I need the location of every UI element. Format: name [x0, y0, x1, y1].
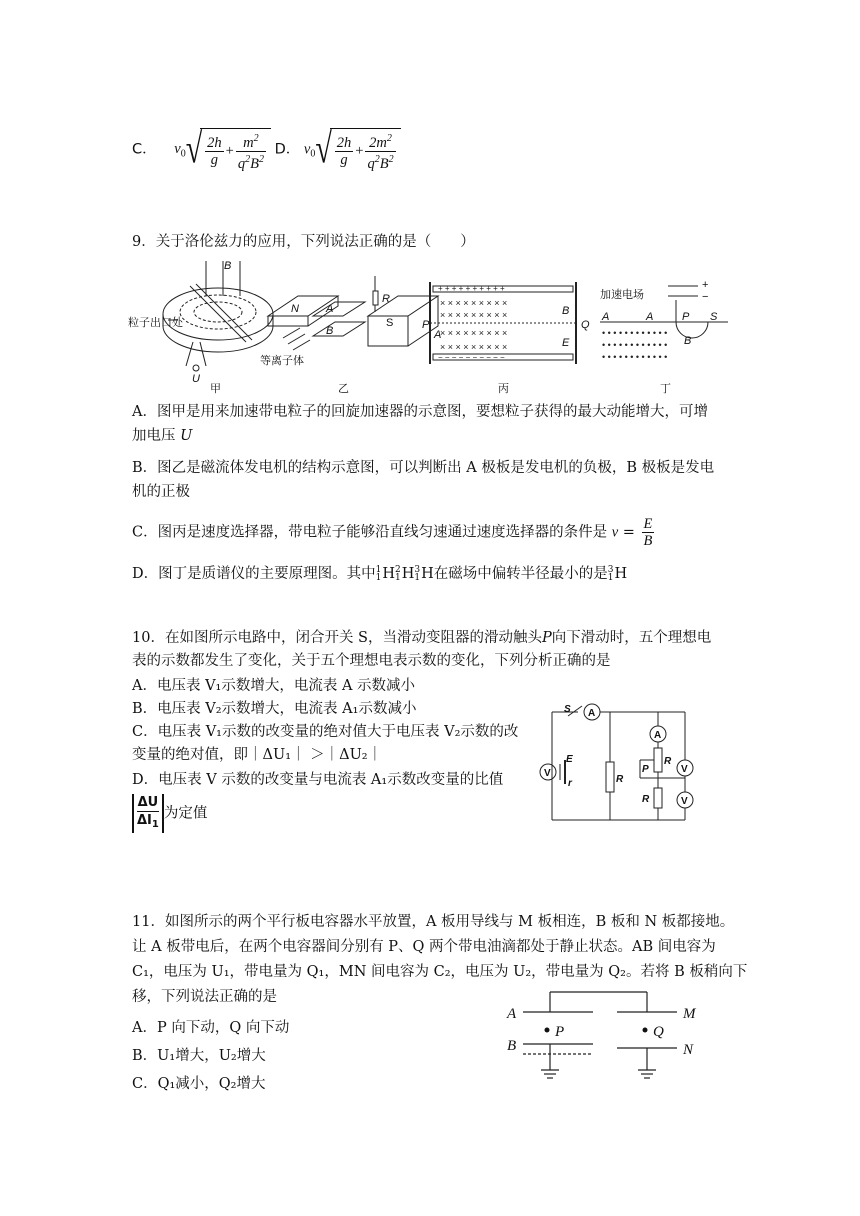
q9-stem: 9．关于洛伦兹力的应用，下列说法正确的是（ ） [132, 234, 475, 250]
svg-text:× × × × × × × × ×: × × × × × × × × × [440, 298, 508, 308]
svg-text:S: S [564, 704, 571, 715]
q10-option-d-line1: D．电压表 V 示数的改变量与电流表 A₁示数改变量的比值 [132, 772, 504, 788]
svg-text:B: B [507, 1038, 517, 1054]
delta-u-over-delta-i1: $\frac{\Delta U}{\Delta I_1}$ [132, 794, 164, 833]
svg-text:E: E [562, 337, 570, 349]
cyclotron-diagram [163, 261, 273, 371]
q10-circuit-diagram [530, 700, 708, 830]
svg-text:R: R [616, 774, 624, 785]
q10-stem-line1: 10．在如图所示电路中，闭合开关 S，当滑动变阻器的滑动触头P向下滑动时，五个理想电 [132, 630, 712, 646]
svg-text:A: A [654, 730, 662, 741]
svg-text:R: R [664, 756, 672, 767]
svg-text:− − − − − − − − − −: − − − − − − − − − − [438, 353, 505, 362]
svg-text:× × × × × × × × ×: × × × × × × × × × [440, 310, 508, 320]
q11-option-b: B．U₁增大，U₂增大 [132, 1048, 266, 1064]
svg-text:B: B [684, 335, 692, 347]
q10-option-c-line2: 变量的绝对值，即｜ΔU₁｜ ＞｜ΔU₂｜ [132, 747, 383, 763]
svg-text:加速电场: 加速电场 [600, 289, 644, 301]
q11-option-a: A．P 向下动，Q 向下动 [132, 1020, 290, 1036]
svg-text:× × × × × × × × ×: × × × × × × × × × [440, 342, 508, 352]
svg-text:S: S [710, 311, 718, 323]
svg-text:R: R [642, 794, 650, 805]
svg-text:A: A [326, 303, 334, 315]
svg-text:+ + + + + + + + + +: + + + + + + + + + + [438, 284, 505, 293]
svg-text:P: P [422, 319, 430, 331]
svg-text:B: B [562, 305, 570, 317]
svg-text:A: A [588, 708, 596, 719]
svg-text:P: P [682, 311, 690, 323]
svg-text:Q: Q [653, 1024, 664, 1040]
svg-text:× × × × × × × × ×: × × × × × × × × × [440, 328, 508, 338]
q8-option-c: C． $v_0√$ $\frac{2h}{g}$ + $\frac{m^2}{q^2B^2}$ D． $v_0√$ $\frac{2h}{g}$ + $\frac{2m^2}{q^2B^2}$ [132, 128, 401, 172]
svg-text:P: P [642, 764, 649, 775]
svg-text:丁: 丁 [660, 383, 671, 395]
svg-text:Q: Q [581, 319, 590, 331]
velocity-selector-x-marks [438, 284, 507, 362]
mass-spec-dots [602, 328, 667, 362]
svg-text:粒子出口处: 粒子出口处 [128, 317, 183, 329]
svg-text:R: R [382, 293, 390, 305]
svg-text:r: r [568, 778, 572, 789]
q11-stem-line4: 移，下列说法正确的是 [132, 989, 277, 1005]
svg-text:乙: 乙 [338, 383, 349, 395]
svg-text:−: − [702, 291, 709, 303]
svg-text:A: A [434, 329, 442, 341]
svg-text:V: V [681, 796, 688, 807]
q9-option-a-line1: A．图甲是用来加速带电粒子的回旋加速器的示意图，要想粒子获得的最大动能增大，可增 [132, 404, 708, 420]
svg-text:• • • • • • • • • • • •: • • • • • • • • • • • • [602, 328, 668, 338]
svg-text:E: E [566, 754, 573, 765]
svg-text:• • • • • • • • • • • •: • • • • • • • • • • • • [602, 352, 668, 362]
q9-option-a-line2: 加电压 U [132, 428, 193, 444]
svg-text:V: V [681, 764, 688, 775]
svg-text:A: A [602, 311, 610, 323]
q9-option-c: C．图丙是速度选择器，带电粒子能够沿直线匀速通过速度选择器的条件是 v = $\frac{E}{B}$ [132, 516, 653, 549]
q11-option-c: C．Q₁减小，Q₂增大 [132, 1076, 266, 1092]
svg-text:S: S [386, 317, 394, 329]
q11-stem-line3: C₁，电压为 U₁，带电量为 Q₁，MN 间电容为 C₂，电压为 U₂，带电量为 Q₂。若将 B 板稍向下 [132, 964, 748, 980]
svg-text:等离子体: 等离子体 [260, 355, 304, 367]
q10-option-a: A．电压表 V₁示数增大，电流表 A 示数减小 [132, 678, 416, 694]
svg-text:V: V [544, 768, 551, 779]
svg-text:+: + [702, 279, 709, 291]
svg-text:U: U [192, 373, 200, 385]
svg-text:P: P [555, 1024, 565, 1040]
q9-figures [128, 256, 738, 396]
oil-drop-q [643, 1028, 648, 1033]
q9-option-d: D．图丁是质谱仪的主要原理图。其中1 1H2 1H3 1H在磁场中偏转半径最小的是3 1H [132, 565, 628, 583]
svg-text:B: B [326, 325, 334, 337]
svg-text:甲: 甲 [210, 383, 221, 395]
q11-capacitor-diagram [505, 988, 715, 1088]
q10-stem-line2: 表的示数都发生了变化，关于五个理想电表示数的变化，下列分析正确的是 [132, 653, 611, 669]
svg-text:• • • • • • • • • • • •: • • • • • • • • • • • • [602, 340, 668, 350]
svg-text:N: N [291, 303, 299, 315]
q10-option-d-line2: $\frac{\Delta U}{\Delta I_1}$ 为定值 [132, 794, 207, 833]
q10-option-b: B．电压表 V₂示数增大，电流表 A₁示数减小 [132, 701, 417, 717]
q9-option-b-line2: 机的正极 [132, 484, 190, 500]
oil-drop-p [545, 1028, 550, 1033]
q11-stem-line1: 11．如图所示的两个平行板电容器水平放置，A 板用导线与 M 板相连，B 板和 N 板都接地。 [132, 914, 735, 930]
svg-text:B: B [224, 260, 232, 272]
svg-text:M: M [683, 1006, 696, 1022]
svg-text:丙: 丙 [498, 383, 509, 395]
svg-text:A: A [646, 311, 654, 323]
svg-text:A: A [507, 1006, 517, 1022]
svg-text:N: N [683, 1042, 694, 1058]
q9-option-b-line1: B．图乙是磁流体发电机的结构示意图，可以判断出 A 极板是发电机的负极，B 极板是发电 [132, 460, 715, 476]
q10-option-c-line1: C．电压表 V₁示数的改变量的绝对值大于电压表 V₂示数的改 [132, 724, 519, 740]
q11-stem-line2: 让 A 板带电后，在两个电容器间分别有 P、Q 两个带电油滴都处于静止状态。AB 间电容为 [132, 939, 716, 955]
